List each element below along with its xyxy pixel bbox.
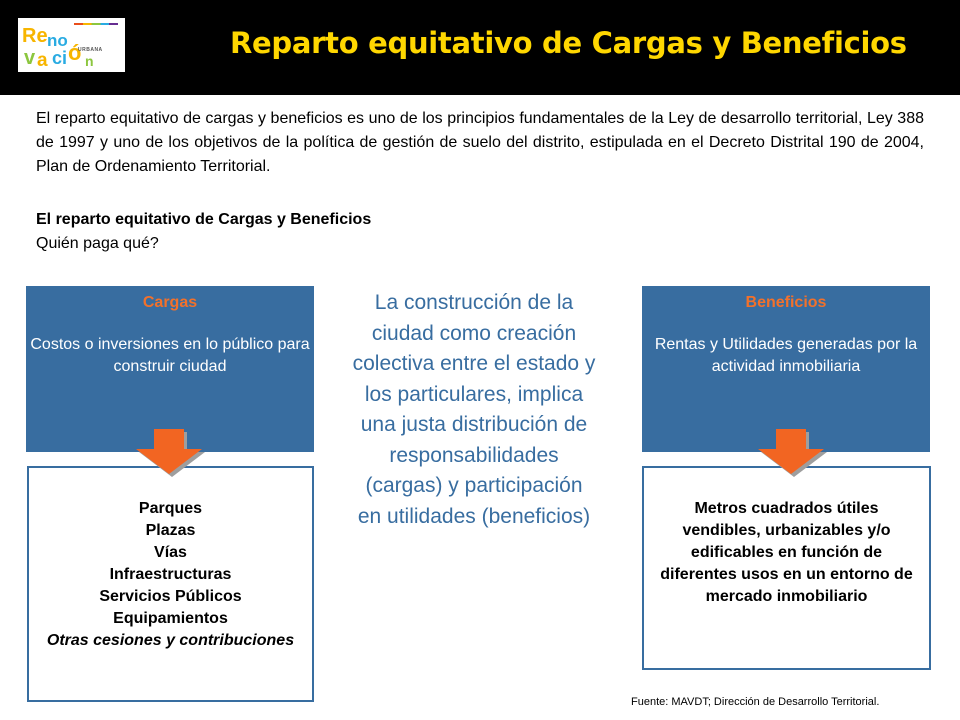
beneficios-heading: Beneficios [745, 294, 827, 311]
renovacion-urbana-logo [18, 18, 125, 72]
logo-subtitle: URBANA [78, 47, 103, 53]
down-arrow-icon [756, 428, 828, 478]
intro-paragraph: El reparto equitativo de cargas y beneficios es uno de los principios fundamentales de la Ley de desarrollo territorial, Ley 388 de 1997 y uno de los objetivos de la política de gestión de suelo del distrito, estipulada en el Decreto Distrital 190 de 2004, Plan de Ordenamiento Territorial. [36, 110, 924, 175]
cargas-description: Costos o inversiones en lo público para construir ciudad [30, 336, 310, 375]
subhead-title: El reparto equitativo de Cargas y Beneficios [36, 211, 372, 228]
logo-color-strip [74, 23, 118, 25]
list-item: Vías [154, 544, 187, 561]
logo-letter: ó [68, 40, 82, 65]
center-statement: La construcción de la ciudad como creación colectiva entre el estado y los particulares, implica una justa distribución de responsabilidades (cargas) y participación en utilidades (beneficios) [352, 291, 596, 528]
list-item: Infraestructuras [109, 566, 232, 583]
logo-letter: Re [22, 25, 48, 47]
cargas-heading: Cargas [142, 294, 198, 311]
source-note: Fuente: MAVDT; Dirección de Desarrollo Territorial. [631, 696, 880, 708]
list-item: Equipamientos [113, 610, 228, 627]
list-item: Parques [138, 500, 203, 517]
header-bar [0, 0, 960, 95]
logo-letter: v [24, 47, 36, 69]
logo-letter: n [85, 53, 94, 69]
beneficios-detail-box [642, 466, 931, 670]
list-item: Plazas [145, 522, 196, 539]
list-item: Otras cesiones y contribuciones [46, 632, 295, 649]
logo-letter: a [37, 50, 48, 71]
subhead [36, 208, 371, 256]
logo-letter: ci [52, 48, 68, 68]
down-arrow-icon [134, 428, 206, 478]
logo-letter: no [47, 31, 68, 50]
subhead-question: Quién paga qué? [36, 235, 159, 252]
list-item: Servicios Públicos [99, 588, 242, 605]
cargas-list-box [27, 466, 314, 702]
beneficios-detail: Metros cuadrados útiles vendibles, urbanizables y/o edificables en función de diferentes usos en un entorno de mercado inmobiliario [660, 500, 913, 605]
beneficios-description: Rentas y Utilidades generadas por la actividad inmobiliaria [654, 336, 918, 375]
page-title: Reparto equitativo de Cargas y Beneficios [230, 26, 907, 60]
